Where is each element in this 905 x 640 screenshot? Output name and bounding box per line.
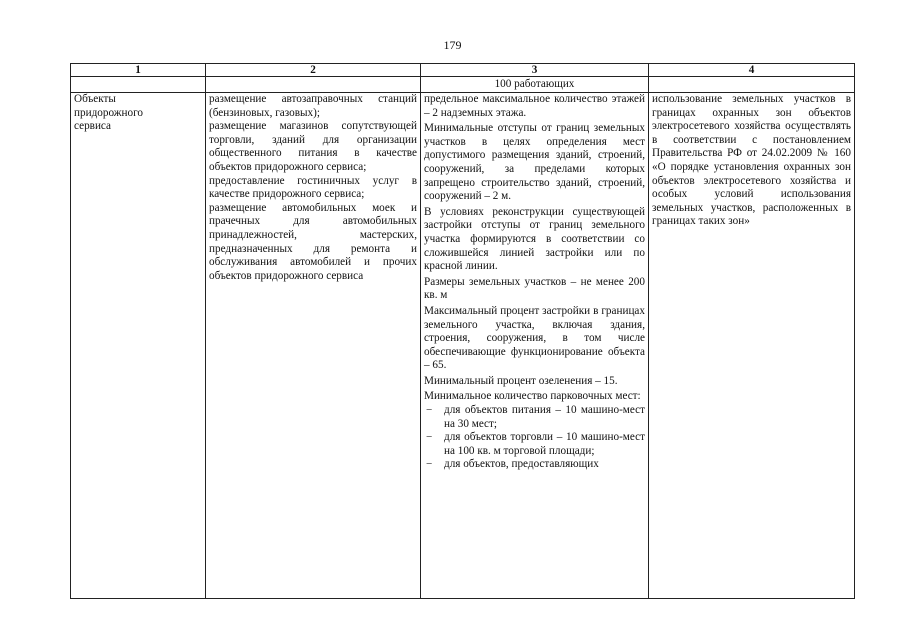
parameter-paragraph: Минимальный процент озеленения – 15. bbox=[424, 374, 618, 387]
permitted-use-item: предоставление гостиничных услуг в качестве придорожного сервиса; bbox=[209, 174, 417, 201]
object-type-text: Объекты придорожного сервиса bbox=[74, 93, 143, 133]
permitted-uses-cell bbox=[206, 93, 421, 599]
permitted-use-item: размещение автомобильных моек и прачечных для автомобильных принадлежностей, мастерских, предназначенных для ремонта и обслуживания автомобилей и прочих объектов придорожного сервиса bbox=[209, 201, 417, 282]
continued-cell-4 bbox=[649, 77, 855, 93]
list-item bbox=[424, 431, 645, 458]
list-item-text: для объектов торговли – 10 машино-мест на 100 кв. м торговой площади; bbox=[444, 431, 645, 457]
parameter-paragraph: Минимальное количество парковочных мест: bbox=[424, 390, 641, 403]
dash-marker: − bbox=[426, 458, 433, 471]
column-header-1: 1 bbox=[71, 64, 206, 77]
parameters-cell bbox=[421, 93, 649, 599]
permitted-use-item: размещение магазинов сопутствующей торговли, зданий для организации общественного питания в качестве объектов придорожного сервиса; bbox=[209, 120, 417, 173]
permitted-use-item: размещение автозаправочных станций (бензиновых, газовых); bbox=[209, 93, 417, 119]
parameter-paragraph: предельное максимальное количество этажей – 2 надземных этажа. bbox=[424, 93, 645, 119]
continued-cell-1 bbox=[71, 77, 206, 93]
dash-marker: − bbox=[426, 431, 433, 444]
page-number: 179 bbox=[443, 38, 462, 52]
regulations-table bbox=[70, 63, 855, 599]
parameter-paragraph: Размеры земельных участков – не менее 200 кв. м bbox=[424, 275, 645, 302]
restrictions-text: использование земельных участков в границах охранных зон объектов электросетевого хозяйства осуществлять в соответствии с постановлением Правительства РФ от 24.02.2009 № 160 «О порядке установления охранных зон объектов электросетевого хозяйства и особых условий использования земельных участков, расположенных в границах таких зон» bbox=[652, 93, 851, 228]
continued-row bbox=[71, 77, 855, 93]
column-header-3: 3 bbox=[421, 64, 649, 77]
list-item-text: для объектов питания – 10 машино-мест на 30 мест; bbox=[444, 404, 645, 430]
list-item-text: для объектов, предоставляющих bbox=[444, 458, 599, 471]
dash-marker: − bbox=[426, 404, 433, 417]
parameter-paragraph: В условиях реконструкции существующей застройки отступы от границ земельного участка формируются в соответствии со сложившейся линией застройки или по красной линии. bbox=[424, 205, 645, 273]
restrictions-cell bbox=[649, 93, 855, 599]
object-type-cell bbox=[71, 93, 206, 599]
list-item bbox=[424, 404, 645, 431]
parameter-paragraph: Минимальные отступы от границ земельных участков в целях определения мест допустимого размещения зданий, строений, сооружений, за пределами которых запрещено строительство зданий, строений, сооружений – 2 м. bbox=[424, 122, 645, 203]
parameter-paragraph: Максимальный процент застройки в границах земельного участка, включая здания, строения, сооружения, в том числе обеспечивающие функционирование объекта – 65. bbox=[424, 304, 645, 372]
column-header-2: 2 bbox=[206, 64, 421, 77]
table-row bbox=[71, 93, 855, 599]
list-item bbox=[424, 458, 645, 472]
header-row bbox=[71, 64, 855, 77]
continued-cell-2 bbox=[206, 77, 421, 93]
continued-cell-3: 100 работающих bbox=[421, 77, 649, 93]
column-header-4: 4 bbox=[649, 64, 855, 77]
parking-list bbox=[424, 404, 645, 472]
